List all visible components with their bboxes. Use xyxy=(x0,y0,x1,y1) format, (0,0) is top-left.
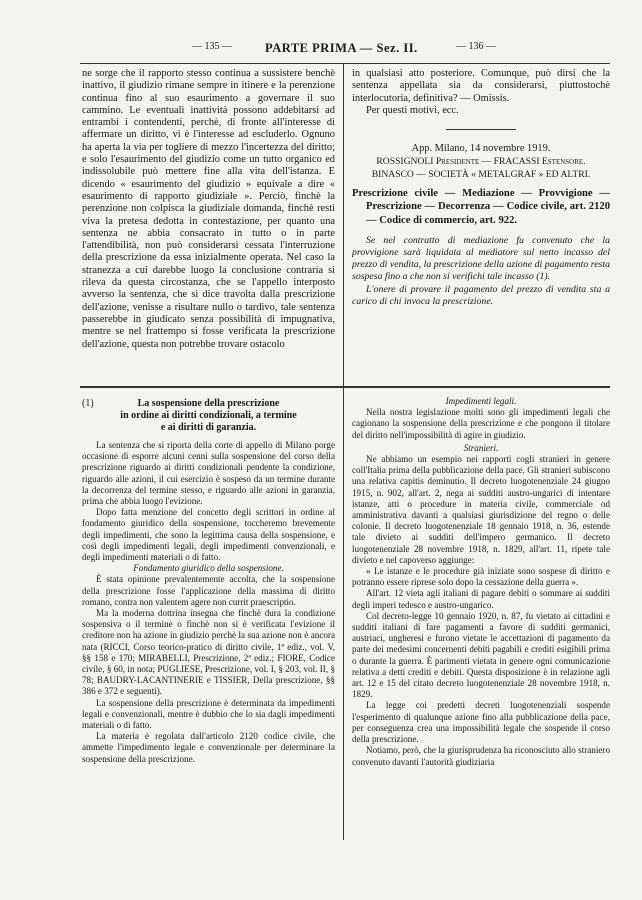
footnote-separator xyxy=(80,386,610,388)
maxim-paragraph: L'onere di provare il pagamento del prezzo di vendita sta a carico di chi invoca la prescrizione. xyxy=(352,283,610,307)
case-judges: ROSSIGNOLI Presidente — FRACASSI Estensore. xyxy=(376,156,586,168)
note-paragraph: Col decreto-legge 10 gennaio 1920, n. 87, fu vietato ai cittadini e sudditi italiani di fare pagamenti a favore di sudditi germanici, austriaci, ungheresi e furono vietate le accettazioni di pagamento da parte dei medesimi concernenti debiti pagabili e crediti esigibili prima o durante la guerra. È parimenti vietata in genere ogni comunicazione relativa a detti crediti e debiti. Questa disposizione è in relazione agli art. 12 e 15 del citato decreto luogotenenziale 28 novembre 1918, n. 1829. xyxy=(352,610,610,700)
note-paragraph: Dopo fatta menzione del concetto degli scrittori in ordine al fondamento giuridico della sospensione, toccheremo brevemente degli impedimenti, che sono la legittima causa della sospensione, e così degli impedimenti legali, degli impedimenti convenzionali, e degli impedimenti materiali o di fatto. xyxy=(82,507,335,563)
note-paragraph: La legge coi predetti decreti luogotenenziali sospende l'esperimento di qualunque azione fino alla pubblicazione della pace, per conseguenza crea una impossibilità legale che sospende il corso della prescrizione. xyxy=(352,700,610,745)
running-title: PARTE PRIMA — Sez. II. xyxy=(265,41,418,55)
body-paragraph: in qualsiasi atto posteriore. Comunque, può dirsi che la sentenza appellata sia da considerarsi, piuttostochè interlocutoria, definitiva? — Omissis. xyxy=(352,68,610,104)
note-paragraph: La materia è regolata dall'articolo 2120 codice civile, che ammette l'impedimento legale e convenzionale per determinare la sospensione della prescrizione. xyxy=(82,731,335,764)
note-subheading: Stranieri. xyxy=(463,442,499,453)
page-header xyxy=(0,0,642,66)
note-title-line: La sospensione della prescrizione xyxy=(137,398,280,409)
note-paragraph: La sospensione della prescrizione è determinata da impedimenti legali e convenzionali, mentre è dubbio che lo sia dagli impedimenti materiali o di fatto. xyxy=(82,697,335,731)
left-main-text xyxy=(82,68,335,384)
case-court-text: App. Milano, 14 novembre 1919. xyxy=(411,143,551,155)
note-paragraph: Nella nostra legislazione molti sono gli impedimenti legali che cagionano la sospensione della prescrizione e che pongono il titolare del diritto nell'impossibilità di agire in giudizio. xyxy=(352,407,610,440)
column-divider-notes xyxy=(343,388,344,840)
footnote-right xyxy=(352,396,610,830)
note-subheading: Impedimenti legali. xyxy=(445,396,517,406)
section-rule xyxy=(446,129,516,130)
note-subheading: Fondamento giuridico della sospensione. xyxy=(133,563,284,574)
page-number-left: — 135 — xyxy=(192,41,232,52)
note-heading xyxy=(82,398,335,434)
header-rule xyxy=(80,63,610,64)
note-paragraph: Notiamo, però, che la giurisprudenza ha riconosciuto allo straniero convenuto davanti l'autorità giudiziaria xyxy=(352,745,610,767)
note-title-line: e ai diritti di garanzia. xyxy=(160,422,257,433)
note-paragraph: « Le istanze e le procedure già iniziate sono sospese di diritto e potranno essere riprese solo dopo la cessazione della guerra ». xyxy=(352,566,610,588)
column-divider xyxy=(343,63,344,386)
note-paragraph: Ne abbiamo un esempio nei rapporti cogli stranieri in genere coll'Italia prima della pubblicazione della pace. Gli stranieri subiscono una relativa capitis deminutio. Il decreto luogotenenziale 24 giugno 1915, n. 902, all'art. 2, nega ai sudditi austro-ungarici di intentare istanze, atti o procedure in materia civile, commerciale od amministrativa davanti a qualsiasi giurisdizione del regno o delle colonie. Il decreto luogotenenziale 18 gennaio 1918, n. 36, estende tale divieto ai sudditi dell'impero germanico. Il decreto luogotenenziale 28 novembre 1918, n. 1829, all'art. 11, ripete tale divieto e nel capoverso aggiunge: xyxy=(352,454,610,565)
note-paragraph: La sentenza che si riporta della corte di appello di Milano porge occasione di esporre alcuni cenni sulla sospensione del corso della prescrizione riguardo ai diritti condizionali pendente la condizione, riguardo alle azioni, il cui esercizio è sospeso da un termine durante la decorrenza del termine stesso, e riguardo alle azioni in garanzia, prima che abbia luogo l'evizione. xyxy=(82,440,335,507)
note-title-line: in ordine ai diritti condizionali, a termine xyxy=(120,410,297,421)
case-parties: BINASCO — SOCIETÀ « METALGRAF » ED ALTRI. xyxy=(371,169,591,181)
maxim-paragraph: Se nel contratto di mediazione fu convenuto che la provvigione sarà liquidata al mediatore sul netto incasso del prezzo di vendita, la prescrizione della azione di pagamento resta sospesa fino a che non si verifichi tale incasso (1). xyxy=(352,234,610,283)
case-court xyxy=(352,142,610,155)
case-topics: Prescrizione civile — Mediazione — Provvigione — Prescrizione — Decorrenza — Codice civile, art. 2120 — Codice di commercio, art. 922. xyxy=(352,188,610,226)
note-paragraph: Ma la moderna dottrina insegna che finchè dura la condizione sospensiva o il termine o finchè non si è verificata l'evizione il creditore non ha azione in giudizio perchè la sua azione non è ancora nata (RICCI, Corso teorico-pratico di diritto civile, 1ª ediz., vol. V, §§ 158 e 170; MIRABELLI, Prescrizione, 2ª ediz.; FIORE, Codice civile, § 60, in nota; PUGLIESE, Prescrizione, vol. I, § 203, vol. II, § 78; BAUDRY-LACANTINERIE e TISSIER, Della prescrizione, §§ 386 e 372 e seguenti). xyxy=(82,608,335,697)
footnote-left xyxy=(82,398,335,830)
body-paragraph: ne sorge che il rapporto stesso continua a sussistere benchè inattivo, il giudizio rimane sempre in itinere e la perenzione continua fino al suo esaurimento a governare il suo cammino. Le eventuali inattività possono addebitarsi ad entrambi i contendenti, perchè, di fronte all'interesse di affermare un diritto, vi è l'interesse ad escluderlo. Ognuno ha aperta la via per togliere di mezzo l'incertezza del diritto; e solo l'esaurimento del giudizio come un tutto organico ed indissolubile può mettere fine alla vita dell'istanza. E dicendo « esaurimento del giudizio » equivale a dire « esaurimento di rapporto giudiziale ». Perciò, finchè la perenzione non colpisca la giudiziale domanda, finchè resti viva la pretesa dedotta in contestazione, per quanto una sentenza ne abbia consacrato in tutto o in parte l'attendibilità, non può considerarsi cessata l'interruzione della prescrizione da essa inizialmente operata. Nel caso la stranezza a cui darebbe luogo la conclusione contraria si rileva da questa circostanza, che se l'appello interposto avverso la sentenza, che si dice travolta dalla prescrizione dell'azione, venisse a risultare nullo o tardivo, tale sentenza passerebbe in giudicato senza possibilità di impugnativa, mentre se nel frattempo si fosse verificata la prescrizione dell'azione, questa non potrebbe trovare ostacolo xyxy=(82,68,335,350)
note-paragraph: All'art. 12 vieta agli italiani di pagare debiti o sommare ai sudditi degli imperi tedesco e austro-ungarico. xyxy=(352,588,610,610)
case-maxim xyxy=(352,235,610,308)
note-paragraph: È stata opinione prevalentemente accolta, che la sospensione della prescrizione fosse l'applicazione della massima di diritto romano, contra non valentem agere non currit praescriptio. xyxy=(82,574,335,607)
closing-formula: Per questi motivi, ecc. xyxy=(366,104,459,116)
note-number: (1) xyxy=(82,398,94,409)
right-main-text xyxy=(352,68,610,384)
page-number-right: — 136 — xyxy=(456,41,496,52)
